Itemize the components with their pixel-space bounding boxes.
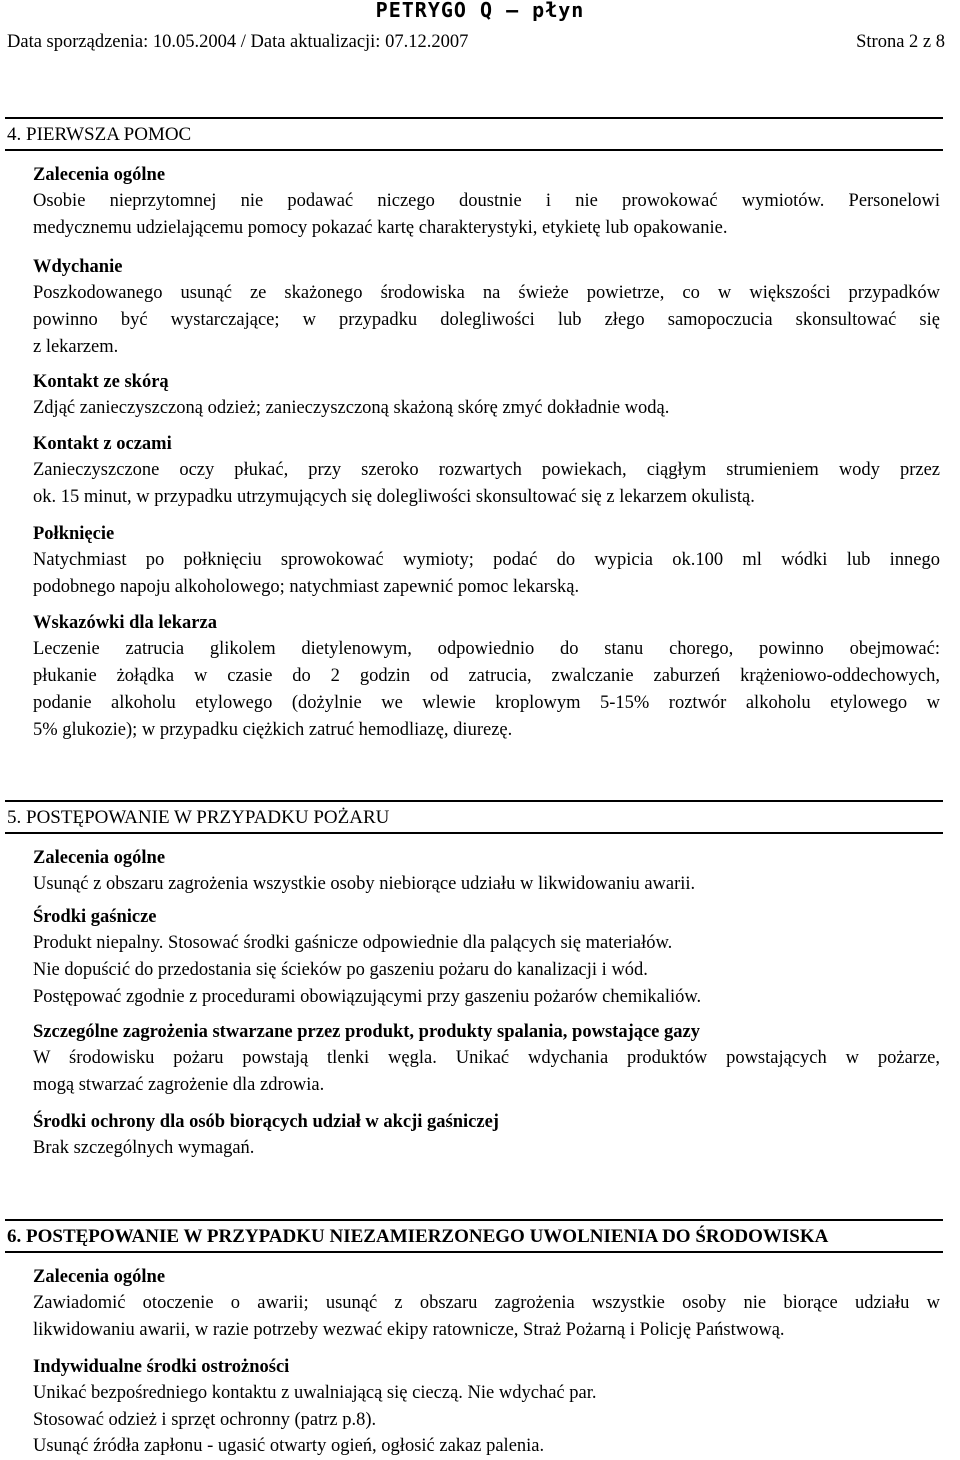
s6-precautions-line: Stosować odzież i sprzęt ochronny (patrz p.8).: [33, 1409, 377, 1430]
s4-general-heading: Zalecenia ogólne: [33, 165, 166, 185]
s5-hazards: [33, 1020, 940, 1099]
section-5-title-rule: [5, 832, 943, 834]
s5-extinguishing-heading: Środki gaśnicze: [33, 907, 157, 927]
section-5-title: 5. POSTĘPOWANIE W PRZYPADKU POŻARU: [7, 807, 390, 828]
s4-doctor: [33, 611, 940, 744]
s4-ingestion-line: Natychmiast po połknięciu sprowokować wymioty; podać do wypicia ok.100 ml wódki lub innego: [33, 550, 940, 570]
s6-precautions-line: Usunąć źródła zapłonu - ugasić otwarty ogień, ogłosić zakaz palenia.: [33, 1436, 545, 1456]
s4-doctor-line: podanie alkoholu etylowego (dożylnie we wlewie kroplowym 5-15% roztwór alkoholu etylowego w: [33, 693, 940, 713]
s4-eyes: [33, 432, 940, 511]
section-5-top-rule: [5, 800, 943, 802]
s5-extinguishing-line: Postępować zgodnie z procedurami obowiązującymi przy gaszeniu pożarów chemikaliów.: [33, 987, 702, 1007]
s4-inhalation-heading: Wdychanie: [33, 257, 123, 277]
s5-general-heading: Zalecenia ogólne: [33, 848, 166, 868]
s5-protection-line: Brak szczególnych wymagań.: [33, 1138, 255, 1158]
s5-general-line: Usunąć z obszaru zagrożenia wszystkie osoby niebiorące udziału w likwidowaniu awarii.: [33, 874, 696, 894]
s4-eyes-heading: Kontakt z oczami: [33, 434, 172, 454]
s4-ingestion: [33, 522, 940, 601]
s6-general-line: likwidowaniu awarii, w razie potrzeby wezwać ekipy ratownicze, Straż Pożarną i Policję Państwową.: [33, 1320, 785, 1340]
s4-eyes-line: Zanieczyszczone oczy płukać, przy szeroko rozwartych powiekach, ciągłym strumieniem wody przez: [33, 460, 940, 480]
s4-doctor-line: Leczenie zatrucia glikolem dietylenowym, odpowiednio do stanu chorego, powinno obejmować:: [33, 639, 940, 659]
s4-inhalation-line: Poszkodowanego usunąć ze skażonego środowiska na świeże powietrze, co w większości przypadków: [33, 283, 940, 303]
s4-general-line: medycznemu udzielającemu pomocy pokazać kartę charakterystyki, etykietę lub opakowanie.: [33, 218, 728, 238]
s6-precautions: [33, 1355, 940, 1460]
s4-general-line: Osobie nieprzytomnej nie podawać niczego doustnie i nie prowokować wymiotów. Personelowi: [33, 191, 940, 211]
s4-inhalation-line: z lekarzem.: [33, 337, 119, 357]
s4-eyes-line: ok. 15 minut, w przypadku utrzymujących się dolegliwości skonsultować się z lekarzem okulistą.: [33, 487, 755, 507]
section-4-top-rule: [5, 117, 943, 119]
s4-general: [33, 163, 940, 242]
s4-doctor-line: płukanie żołądka w czasie do 2 godzin od zatrucia, zwalczanie zaburzeń krążeniowo-oddechowych,: [33, 666, 940, 686]
section-4-title-rule: [5, 149, 943, 151]
s4-doctor-line: 5% glukozie); w przypadku ciężkich zatruć hemodliazę, diurezę.: [33, 720, 513, 740]
s5-extinguishing-line: Nie dopuścić do przedostania się ścieków po gaszeniu pożaru do kanalizacji i wód.: [33, 960, 648, 980]
s5-hazards-heading: Szczególne zagrożenia stwarzane przez produkt, produkty spalania, powstające gazy: [33, 1022, 700, 1042]
section-6-title-rule: [5, 1251, 943, 1253]
s5-hazards-line: W środowisku pożaru powstają tlenki węgla. Unikać wdychania produktów powstających w pożarze,: [33, 1048, 940, 1068]
s5-hazards-line: mogą stwarzać zagrożenie dla zdrowia.: [33, 1075, 325, 1095]
s6-precautions-line: Unikać bezpośredniego kontaktu z uwalniającą się cieczą. Nie wdychać par.: [33, 1383, 597, 1403]
s6-general-line: Zawiadomić otoczenie o awarii; usunąć z obszaru zagrożenia wszystkie osoby nie biorące udziału w: [33, 1293, 940, 1313]
document-dates: Data sporządzenia: 10.05.2004 / Data aktualizacji: 07.12.2007: [7, 32, 469, 52]
s5-general: [33, 846, 940, 898]
s5-extinguishing-line: Produkt niepalny. Stosować środki gaśnicze odpowiednie dla palących się materiałów.: [33, 933, 673, 953]
s6-general-heading: Zalecenia ogólne: [33, 1267, 166, 1287]
s4-inhalation-line: powinno być wystarczające; w przypadku dolegliwości lub złego samopoczucia skonsultować się: [33, 310, 940, 330]
s4-inhalation: [33, 255, 940, 361]
s6-general: [33, 1265, 940, 1344]
s5-protection-heading: Środki ochrony dla osób biorących udział w akcji gaśniczej: [33, 1112, 499, 1132]
s4-skin: [33, 370, 940, 422]
s5-extinguishing: [33, 905, 940, 1011]
s4-ingestion-line: podobnego napoju alkoholowego; natychmiast zapewnić pomoc lekarską.: [33, 577, 580, 597]
document-title: PETRYGO Q – płyn: [375, 0, 585, 22]
s4-skin-line: Zdjąć zanieczyszczoną odzież; zanieczyszczoną skażoną skórę zmyć dokładnie wodą.: [33, 398, 670, 418]
s5-protection: [33, 1110, 940, 1162]
section-4-title: 4. PIERWSZA POMOC: [7, 124, 192, 145]
s4-ingestion-heading: Połknięcie: [33, 524, 115, 544]
section-6-title: 6. POSTĘPOWANIE W PRZYPADKU NIEZAMIERZONEGO UWOLNIENIA DO ŚRODOWISKA: [7, 1226, 829, 1247]
s6-precautions-heading: Indywidualne środki ostrożności: [33, 1357, 290, 1377]
page-number: Strona 2 z 8: [856, 32, 945, 52]
s4-skin-heading: Kontakt ze skórą: [33, 372, 169, 392]
section-6-top-rule: [5, 1219, 943, 1221]
page-header: [7, 31, 945, 53]
s4-doctor-heading: Wskazówki dla lekarza: [33, 613, 217, 633]
